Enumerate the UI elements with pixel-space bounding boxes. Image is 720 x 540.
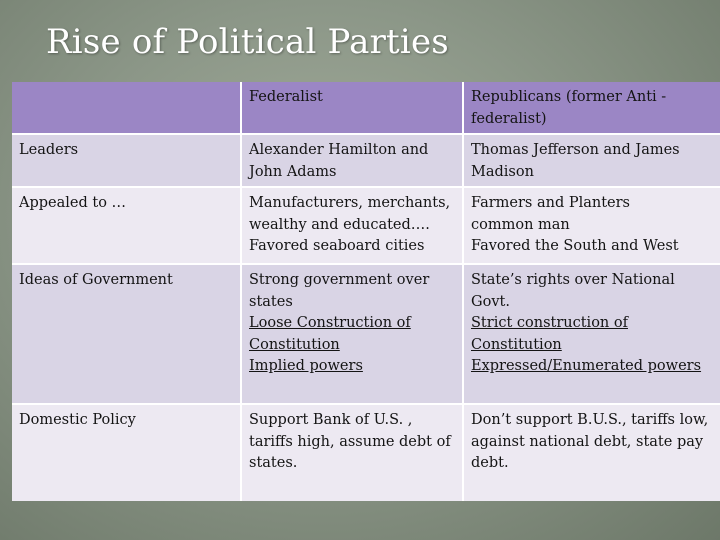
table-row — [12, 134, 720, 187]
cell-line-underlined: Implied powers — [249, 358, 363, 375]
cell-line: Favored seaboard cities — [249, 238, 425, 255]
cell-line-underlined: Expressed/Enumerated powers — [471, 358, 702, 375]
page-title: Rise of Political Parties — [46, 22, 449, 62]
row-label-appealed-to: Appealed to … — [12, 187, 241, 264]
cell-line: Strong government over states — [249, 272, 430, 310]
cell-line: Alexander Hamilton and John Adams — [249, 142, 429, 180]
cell-line-underlined: Strict construction of Constitution — [471, 315, 628, 353]
table-row — [12, 404, 720, 501]
republicans-leaders — [463, 134, 720, 187]
cell-line-underlined: Loose Construction of Constitution — [249, 315, 411, 353]
cell-line: Support Bank of U.S. , tariffs high, assume debt of states. — [249, 412, 451, 472]
federalist-domestic-policy — [241, 404, 463, 501]
cell-line: Farmers and Planters — [471, 195, 630, 211]
table-header-row — [12, 82, 720, 134]
cell-line: State’s rights over National Govt. — [471, 272, 675, 310]
row-label-leaders: Leaders — [12, 134, 241, 187]
row-label-ideas-of-government: Ideas of Government — [12, 264, 241, 404]
republicans-domestic-policy — [463, 404, 720, 501]
cell-line: common man — [471, 216, 570, 233]
cell-line: Thomas Jefferson and James Madison — [471, 142, 680, 180]
federalist-leaders — [241, 134, 463, 187]
republicans-appealed-to — [463, 187, 720, 264]
header-republicans: Republicans (former Anti -federalist) — [463, 82, 720, 134]
header-federalist: Federalist — [241, 82, 463, 134]
cell-line: Manufacturers, merchants, wealthy and educated…. — [249, 195, 451, 233]
row-label-domestic-policy: Domestic Policy — [12, 404, 241, 501]
federalist-appealed-to — [241, 187, 463, 264]
federalist-ideas — [241, 264, 463, 404]
header-blank-cell — [12, 82, 241, 134]
table-row — [12, 187, 720, 264]
republicans-ideas — [463, 264, 720, 404]
cell-line: Don’t support B.U.S., tariffs low, against national debt, state pay debt. — [471, 412, 709, 472]
comparison-table — [12, 82, 720, 501]
cell-line: Favored the South and West — [471, 238, 679, 255]
table-row — [12, 264, 720, 404]
